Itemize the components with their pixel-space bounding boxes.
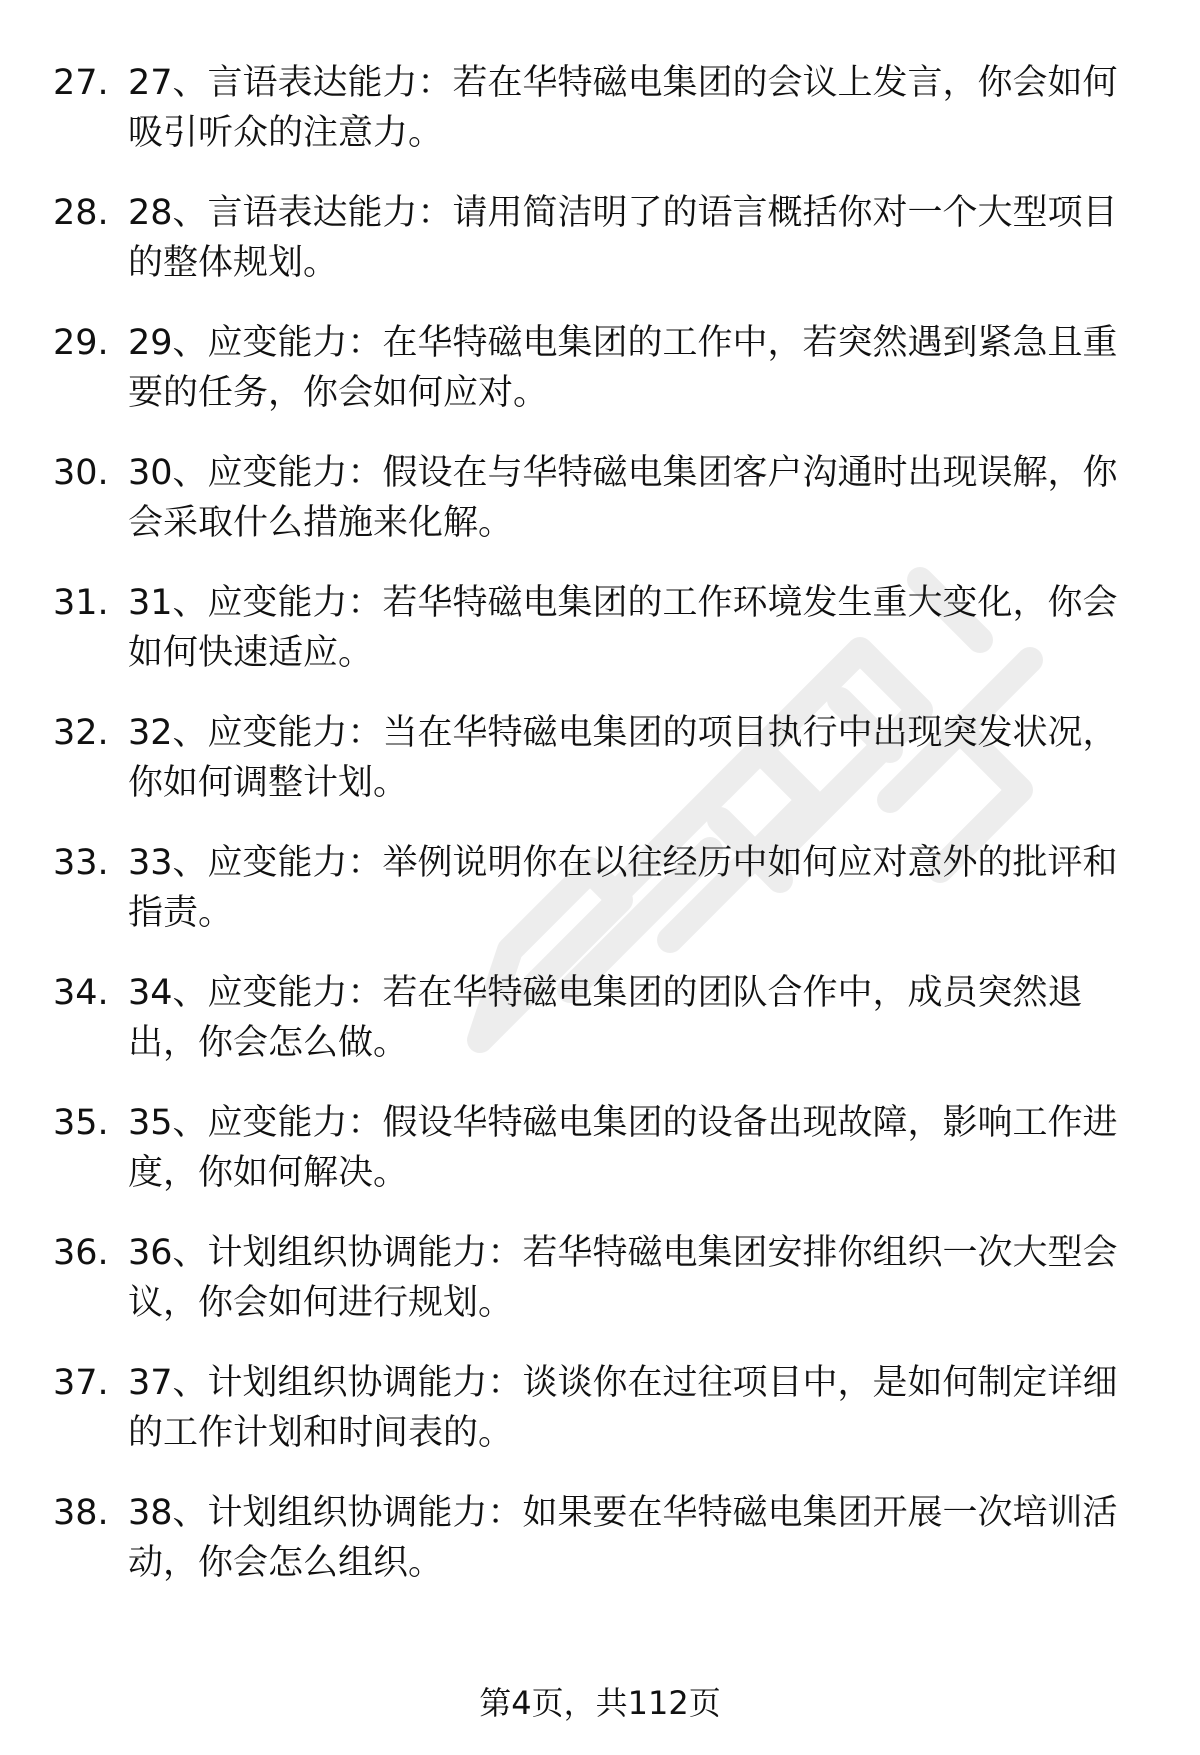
question-number: 35. <box>53 1103 109 1143</box>
question-text: 28、言语表达能力：请用简洁明了的语言概括你对一个大型项目的整体规划。 <box>128 193 1118 283</box>
question-list <box>0 58 1200 1618</box>
question-number: 36. <box>53 1233 109 1273</box>
question-number: 31. <box>53 583 109 623</box>
question-item <box>0 838 1200 968</box>
question-item <box>0 708 1200 838</box>
question-item <box>0 58 1200 188</box>
question-item <box>0 578 1200 708</box>
question-item <box>0 188 1200 318</box>
question-number: 32. <box>53 713 109 753</box>
question-text: 37、计划组织协调能力：谈谈你在过往项目中，是如何制定详细的工作计划和时间表的。 <box>128 1363 1118 1453</box>
question-item <box>0 968 1200 1098</box>
question-text: 27、言语表达能力：若在华特磁电集团的会议上发言，你会如何吸引听众的注意力。 <box>128 63 1118 153</box>
question-item <box>0 448 1200 578</box>
page-footer: 第4页，共112页 <box>479 1684 721 1722</box>
question-item <box>0 1358 1200 1488</box>
question-text: 33、应变能力：举例说明你在以往经历中如何应对意外的批评和指责。 <box>128 843 1118 933</box>
question-item <box>0 1228 1200 1358</box>
question-number: 30. <box>53 453 109 493</box>
question-text: 34、应变能力：若在华特磁电集团的团队合作中，成员突然退出，你会怎么做。 <box>128 973 1083 1063</box>
question-number: 37. <box>53 1363 109 1403</box>
question-text: 32、应变能力：当在华特磁电集团的项目执行中出现突发状况，你如何调整计划。 <box>128 713 1118 803</box>
question-number: 34. <box>53 973 109 1013</box>
question-item <box>0 318 1200 448</box>
question-text: 29、应变能力：在华特磁电集团的工作中，若突然遇到紧急且重要的任务，你会如何应对。 <box>128 323 1118 413</box>
question-item <box>0 1098 1200 1228</box>
question-number: 38. <box>53 1493 109 1533</box>
question-text: 30、应变能力：假设在与华特磁电集团客户沟通时出现误解，你会采取什么措施来化解。 <box>128 453 1118 543</box>
question-text: 35、应变能力：假设华特磁电集团的设备出现故障，影响工作进度，你如何解决。 <box>128 1103 1118 1193</box>
question-text: 31、应变能力：若华特磁电集团的工作环境发生重大变化，你会如何快速适应。 <box>128 583 1118 673</box>
question-number: 33. <box>53 843 109 883</box>
question-number: 27. <box>53 63 109 103</box>
question-text: 38、计划组织协调能力：如果要在华特磁电集团开展一次培训活动，你会怎么组织。 <box>128 1493 1118 1583</box>
question-number: 28. <box>53 193 109 233</box>
question-text: 36、计划组织协调能力：若华特磁电集团安排你组织一次大型会议，你会如何进行规划。 <box>128 1233 1118 1323</box>
question-number: 29. <box>53 323 109 363</box>
question-item <box>0 1488 1200 1618</box>
